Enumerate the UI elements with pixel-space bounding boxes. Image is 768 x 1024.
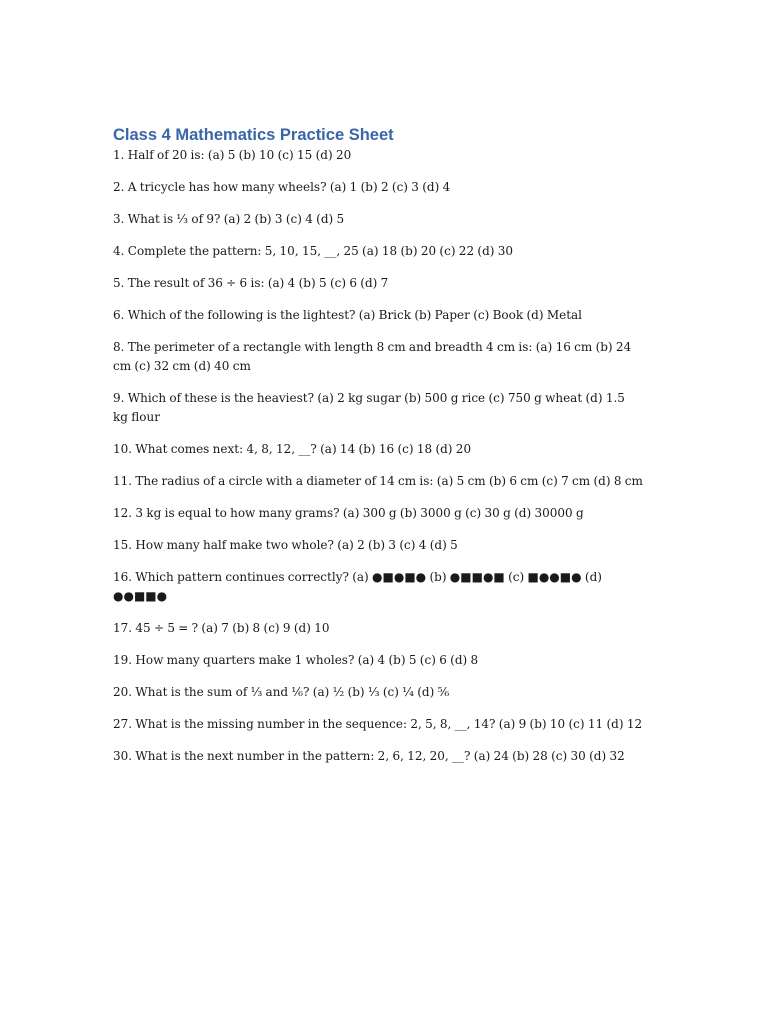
- question-4: 4. Complete the pattern: 5, 10, 15, __, 25 (a) 18 (b) 20 (c) 22 (d) 30: [113, 244, 514, 258]
- question-8: 8. The perimeter of a rectangle with length 8 cm and breadth 4 cm is: (a) 16 cm (b) 24 cm (c) 32 cm (d) 40 cm: [113, 340, 632, 373]
- question-16: 16. Which pattern continues correctly? (a) ●■●■● (b) ●■■●■ (c) ■●●■● (d) ●●■■●: [113, 570, 602, 603]
- question-30: 30. What is the next number in the pattern: 2, 6, 12, 20, __? (a) 24 (b) 28 (c) 30 (d) 32: [113, 749, 625, 763]
- document-content: [113, 124, 643, 779]
- question-20: 20. What is the sum of ⅓ and ⅙? (a) ½ (b) ⅓ (c) ¼ (d) ⅚: [113, 685, 450, 699]
- question-5: 5. The result of 36 ÷ 6 is: (a) 4 (b) 5 (c) 6 (d) 7: [113, 276, 389, 290]
- question-6: 6. Which of the following is the lightest? (a) Brick (b) Paper (c) Book (d) Metal: [113, 308, 583, 322]
- question-27: 27. What is the missing number in the sequence: 2, 5, 8, __, 14? (a) 9 (b) 10 (c) 11 (d) 12: [113, 717, 643, 731]
- question-9: 9. Which of these is the heaviest? (a) 2 kg sugar (b) 500 g rice (c) 750 g wheat (d) 1.5 kg flour: [113, 391, 625, 424]
- question-11: 11. The radius of a circle with a diameter of 14 cm is: (a) 5 cm (b) 6 cm (c) 7 cm (d) 8 cm: [113, 474, 643, 488]
- question-17: 17. 45 ÷ 5 = ? (a) 7 (b) 8 (c) 9 (d) 10: [113, 621, 330, 635]
- document-title: Class 4 Mathematics Practice Sheet: [113, 126, 394, 144]
- question-1: 1. Half of 20 is: (a) 5 (b) 10 (c) 15 (d) 20: [113, 148, 352, 162]
- question-12: 12. 3 kg is equal to how many grams? (a) 300 g (b) 3000 g (c) 30 g (d) 30000 g: [113, 506, 584, 520]
- question-3: 3. What is ⅓ of 9? (a) 2 (b) 3 (c) 4 (d) 5: [113, 212, 345, 226]
- question-2: 2. A tricycle has how many wheels? (a) 1 (b) 2 (c) 3 (d) 4: [113, 180, 451, 194]
- question-list: [113, 146, 643, 766]
- question-19: 19. How many quarters make 1 wholes? (a) 4 (b) 5 (c) 6 (d) 8: [113, 653, 479, 667]
- question-15: 15. How many half make two whole? (a) 2 (b) 3 (c) 4 (d) 5: [113, 538, 458, 552]
- question-10: 10. What comes next: 4, 8, 12, __? (a) 14 (b) 16 (c) 18 (d) 20: [113, 442, 472, 456]
